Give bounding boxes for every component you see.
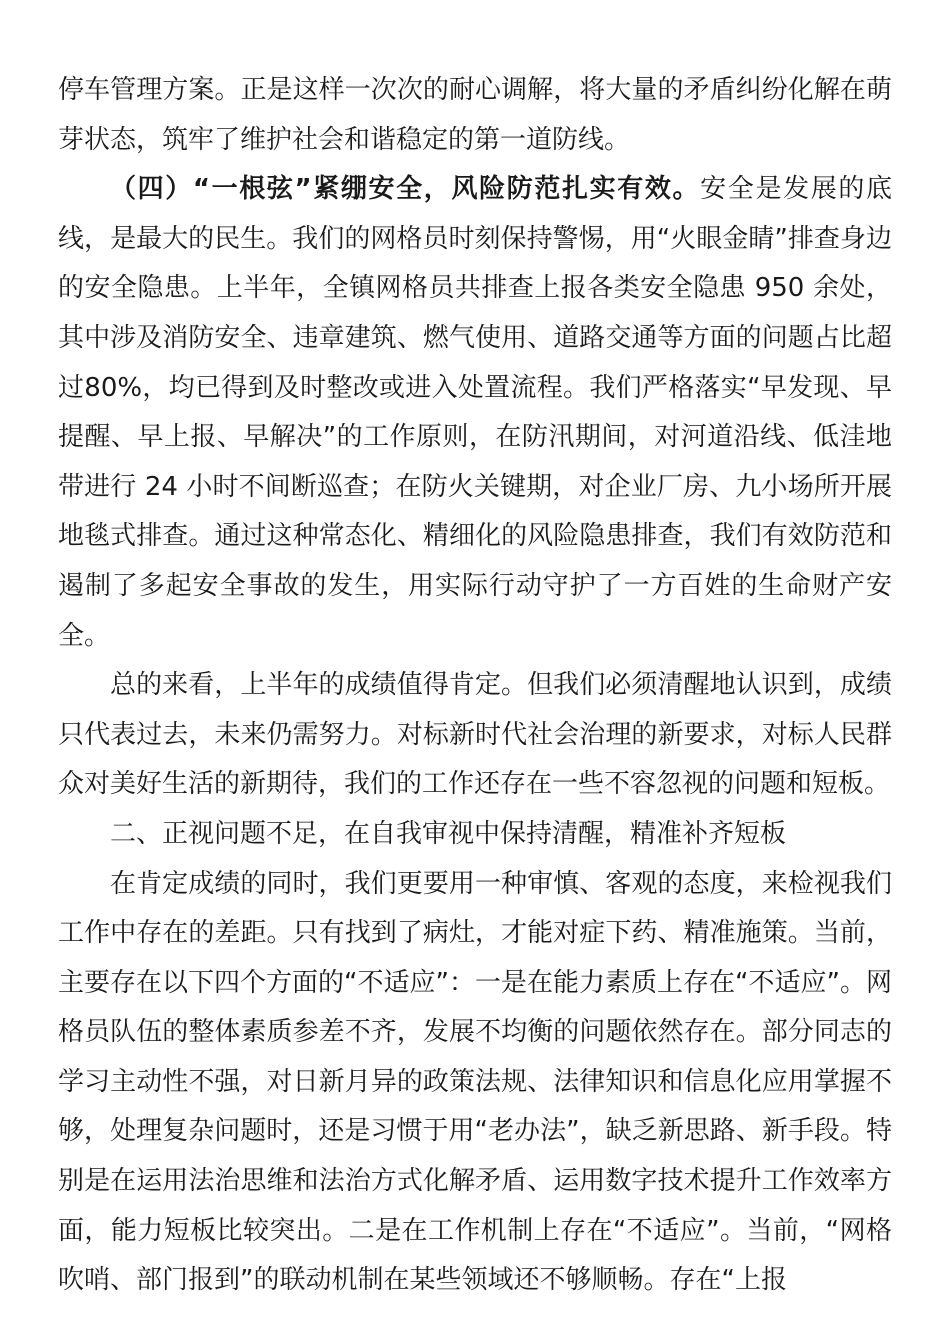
paragraph-5-problems: [58, 860, 892, 1306]
paragraph-text: 安全是发展的底线，是最大的民生。我们的网格员时刻保持警惕，用“火眼金睛”排查身边的安全隐患。上半年，全镇网格员共排查上报各类安全隐患 950 余处，其中涉及消防安全、违章建筑、燃气使用、道路交通等方面的问题占比超过80%，均已得到及时整改或进入处置流程。我们严格落实“早发现、早提醒、早上报、早解决”的工作原则，在防汛期间，对河道沿线、低洼地带进行 24 小时不间断巡查；在防火关键期，对企业厂房、九小场所开展地毯式排查。通过这种常态化、精细化的风险隐患排查，我们有效防范和遏制了多起安全事故的发生，用实际行动守护了一方百姓的生命财产安全。: [58, 174, 892, 651]
paragraph-text: 停车管理方案。正是这样一次次的耐心调解，将大量的矛盾纠纷化解在萌芽状态，筑牢了维护社会和谐稳定的第一道防线。: [58, 75, 892, 155]
paragraph-2-safety: [58, 165, 892, 661]
paragraph-3-summary: [58, 661, 892, 810]
paragraph-text: 在肯定成绩的同时，我们更要用一种审慎、客观的态度，来检视我们工作中存在的差距。只有找到了病灶，才能对症下药、精准施策。当前，主要存在以下四个方面的“不适应”：一是在能力素质上存在“不适应”。网格员队伍的整体素质参差不齐，发展不均衡的问题依然存在。部分同志的学习主动性不强，对日新月异的政策法规、法律知识和信息化应用掌握不够，处理复杂问题时，还是习惯于用“老办法”，缺乏新思路、新手段。特别是在运用法治思维和法治方式化解矛盾、运用数字技术提升工作效率方面，能力短板比较突出。二是在工作机制上存在“不适应”。当前，“网格吹哨、部门报到”的联动机制在某些领域还不够顺畅。存在“上报: [58, 868, 892, 1296]
paragraph-1: [58, 66, 892, 165]
section-heading-two: [58, 810, 892, 860]
section-heading-four: （四）“一根弦”紧绷安全，风险防范扎实有效。: [110, 174, 701, 205]
heading-text: 二、正视问题不足，在自我审视中保持清醒，精准补齐短板: [110, 818, 787, 849]
paragraph-text: 总的来看，上半年的成绩值得肯定。但我们必须清醒地认识到，成绩只代表过去，未来仍需努力。对标新时代社会治理的新要求，对标人民群众对美好生活的新期待，我们的工作还存在一些不容忽视的问题和短板。: [58, 670, 892, 800]
